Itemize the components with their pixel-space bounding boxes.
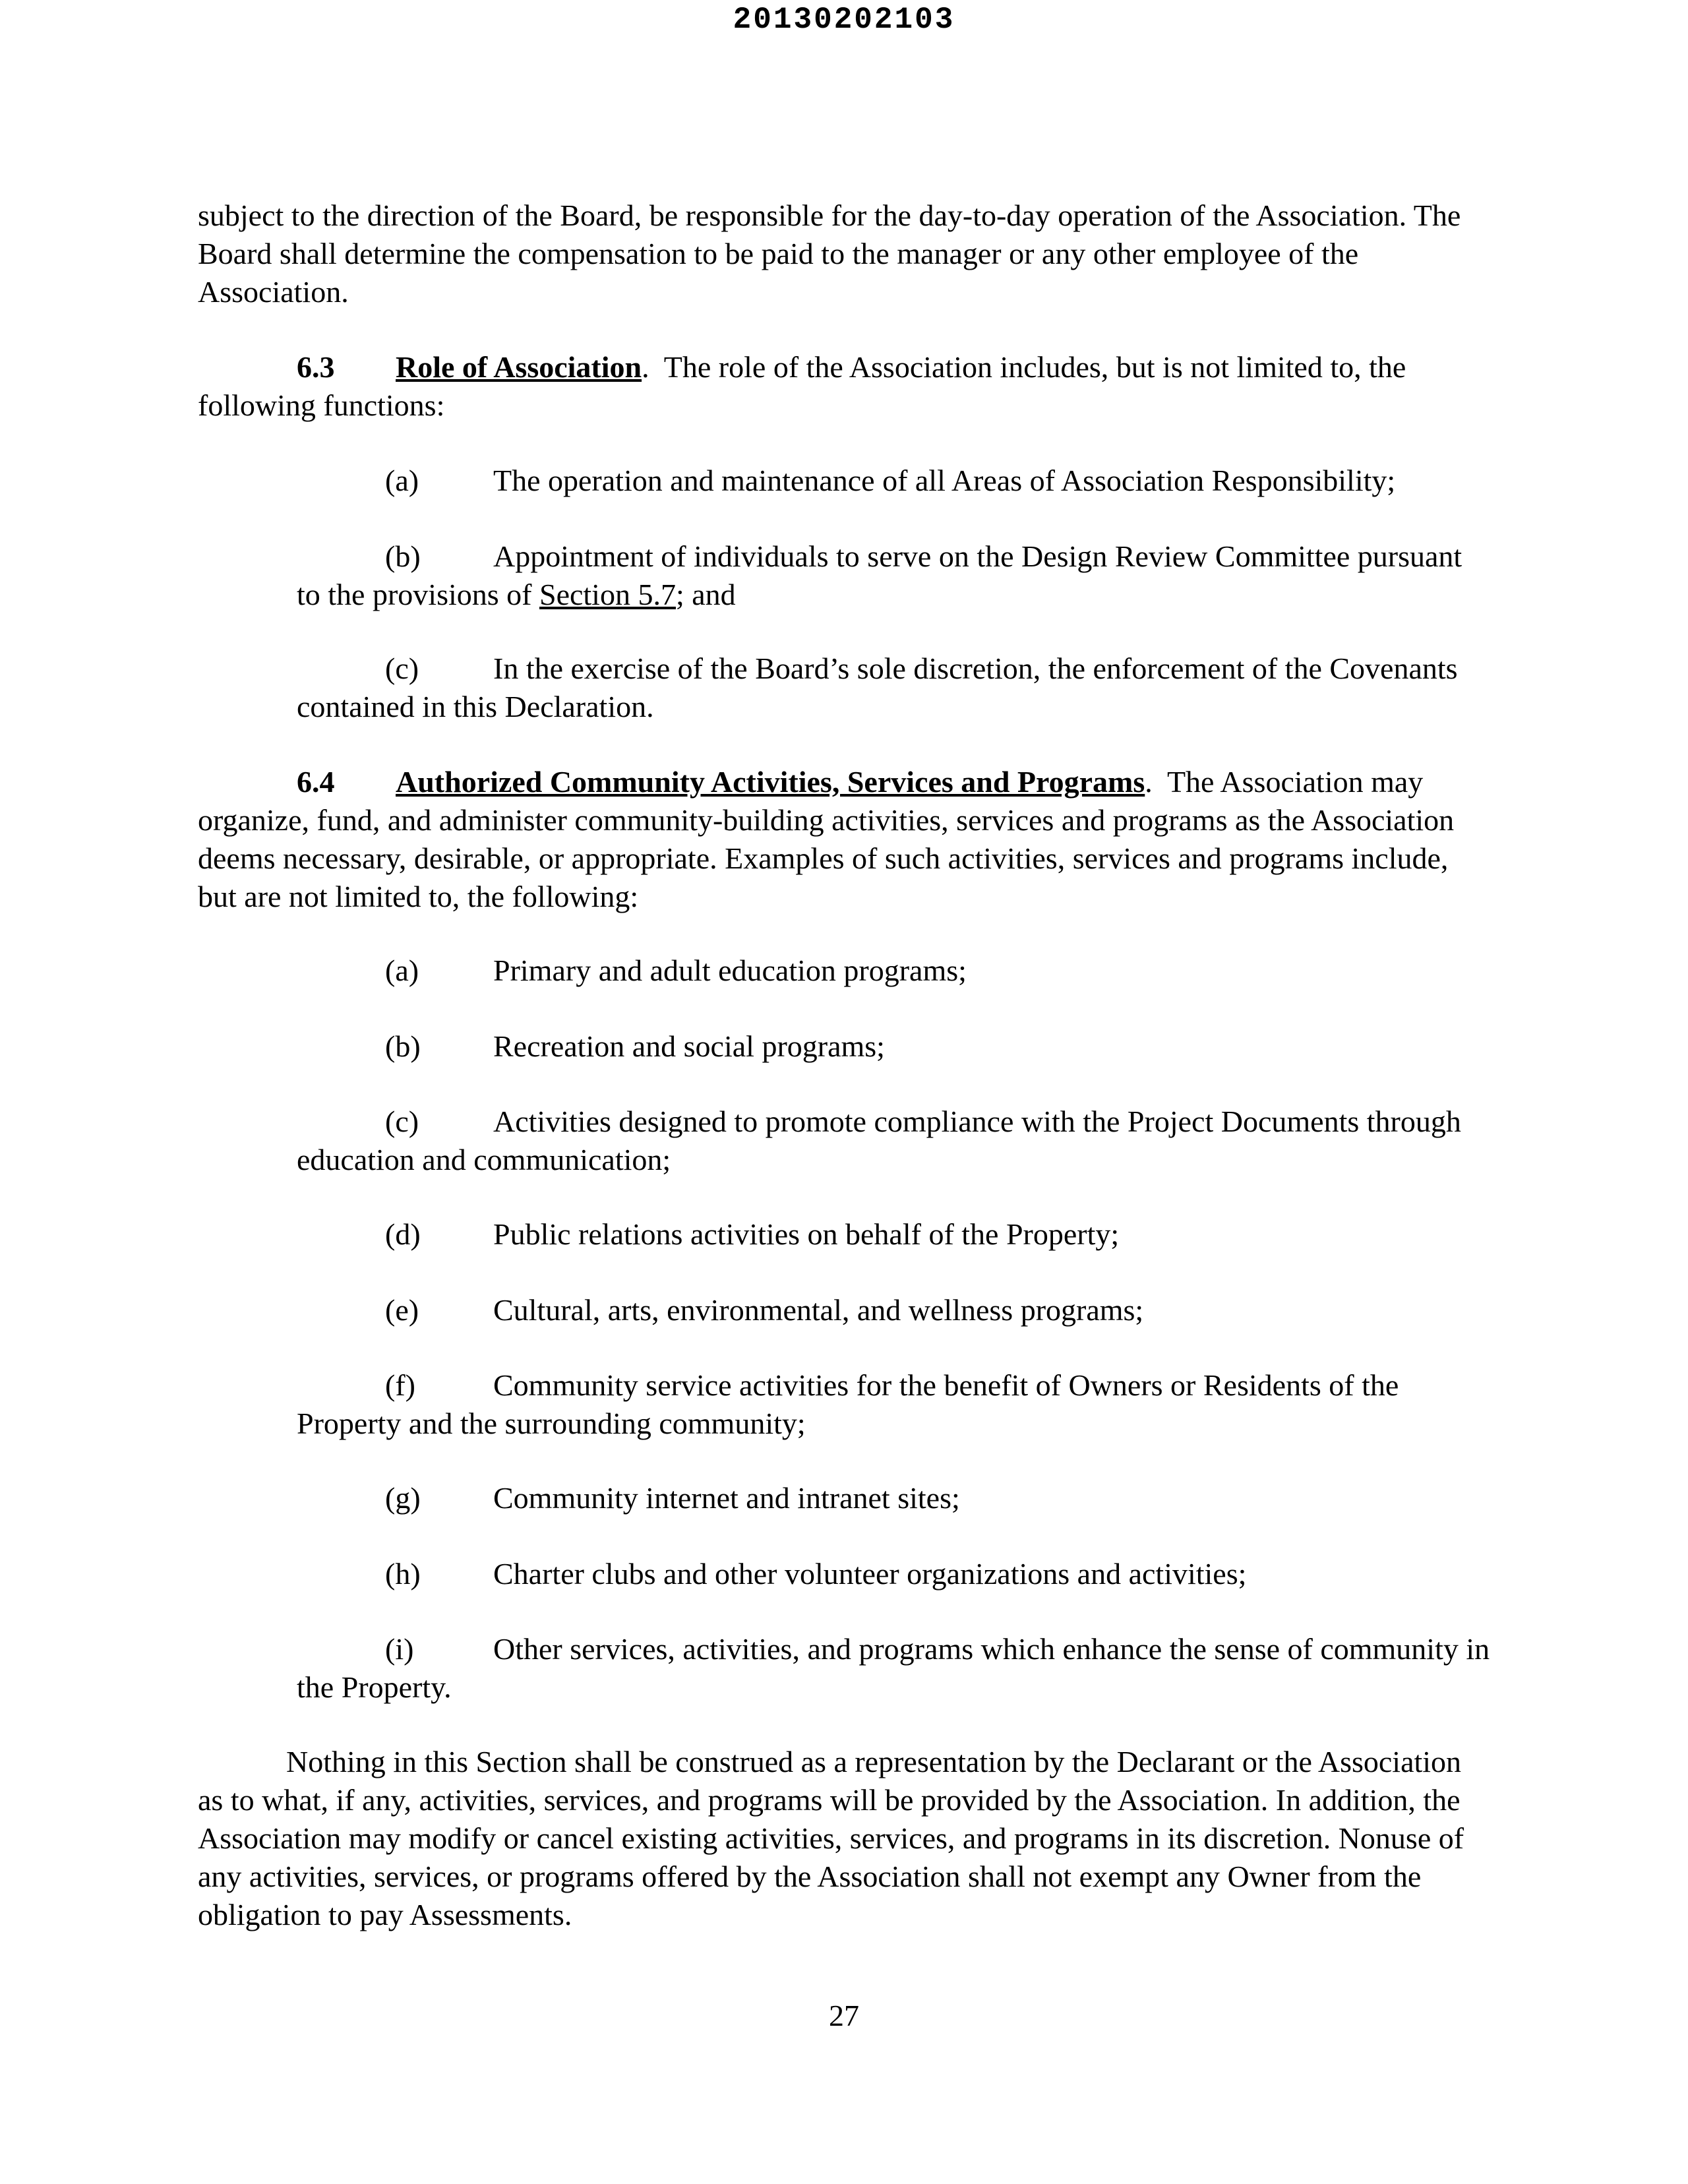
- item-text: Recreation and social programs;: [493, 1029, 885, 1063]
- item-label: (h): [385, 1557, 421, 1591]
- list-item: [198, 462, 1490, 500]
- item-label: (a): [385, 954, 419, 987]
- item-text: Appointment of individuals to serve on the Design Review Committee pursuant to the provisions of: [297, 539, 1462, 611]
- item-text: The operation and maintenance of all Areas of Association Responsibility;: [493, 464, 1396, 497]
- item-text-suffix: ; and: [675, 578, 736, 611]
- document-number: 20130202103: [733, 3, 955, 37]
- section-reference-link[interactable]: Section 5.7: [539, 578, 676, 611]
- section-6-4-title-period: .: [1145, 765, 1153, 799]
- section-6-4-intro: The Association may organize, fund, and administer community-building activities, services and programs as the Association deems necessary, desirable, or appropriate. Examples of such activities, services and programs include, but are not limited to, the following:: [198, 765, 1455, 913]
- item-text: Cultural, arts, environmental, and wellness programs;: [493, 1293, 1144, 1327]
- item-label: (b): [385, 539, 421, 573]
- section-6-3-title-period: .: [642, 350, 649, 384]
- section-6-3-number: 6.3: [297, 350, 335, 384]
- list-item: [297, 1630, 1490, 1707]
- section-6-3-title: Role of Association: [396, 350, 642, 384]
- list-item: [385, 952, 1490, 990]
- list-item: [385, 1291, 1490, 1329]
- continuation-paragraph: subject to the direction of the Board, be responsible for the day-to-day operation of the Association. The Board shall determine the compensation to be paid to the manager or any other employee of the Association.: [198, 198, 1461, 309]
- section-6-3-heading-paragraph: [198, 348, 1490, 425]
- item-label: (c): [385, 1105, 419, 1138]
- item-text: Public relations activities on behalf of the Property;: [493, 1217, 1120, 1251]
- list-item: [385, 1479, 1490, 1517]
- item-text: Community internet and intranet sites;: [493, 1481, 960, 1515]
- list-item: [385, 1215, 1490, 1254]
- page-number: 27: [829, 1999, 859, 2032]
- item-text: Primary and adult education programs;: [493, 954, 967, 987]
- item-label: (e): [385, 1293, 419, 1327]
- list-item: [297, 1103, 1490, 1179]
- item-text: Community service activities for the benefit of Owners or Residents of the Property and the surrounding community;: [297, 1368, 1399, 1440]
- item-text: In the exercise of the Board’s sole discretion, the enforcement of the Covenants contained in this Declaration.: [297, 652, 1458, 723]
- item-label: (c): [385, 652, 419, 685]
- list-item: [297, 650, 1490, 726]
- item-label: (b): [385, 1029, 421, 1063]
- item-label: (a): [385, 464, 419, 497]
- list-item: [297, 537, 1490, 614]
- section-6-4-number: 6.4: [297, 765, 335, 799]
- section-6-4-title: Authorized Community Activities, Services and Programs: [396, 765, 1145, 799]
- item-label: (i): [385, 1632, 414, 1666]
- list-item: [385, 1555, 1490, 1593]
- item-label: (d): [385, 1217, 421, 1251]
- section-6-4-heading-paragraph: [198, 763, 1490, 916]
- closing-paragraph: Nothing in this Section shall be construed as a representation by the Declarant or the Association as to what, if any, activities, services, and programs will be provided by the Association. In addition, the Association may modify or cancel existing activities, services, and programs in its discretion. Nonuse of any activities, services, or programs offered by the Association shall not exempt any Owner from the obligation to pay Assessments.: [198, 1745, 1464, 1931]
- item-text: Activities designed to promote compliance with the Project Documents through education and communication;: [297, 1105, 1461, 1176]
- item-text: Other services, activities, and programs which enhance the sense of community in the Property.: [297, 1632, 1490, 1704]
- list-item: [385, 1027, 1490, 1066]
- item-label: (g): [385, 1481, 421, 1515]
- section-6-3-intro: The role of the Association includes, but is not limited to, the following functions:: [198, 350, 1406, 422]
- item-text: Charter clubs and other volunteer organizations and activities;: [493, 1557, 1247, 1591]
- item-label: (f): [385, 1368, 415, 1402]
- list-item: [297, 1366, 1490, 1443]
